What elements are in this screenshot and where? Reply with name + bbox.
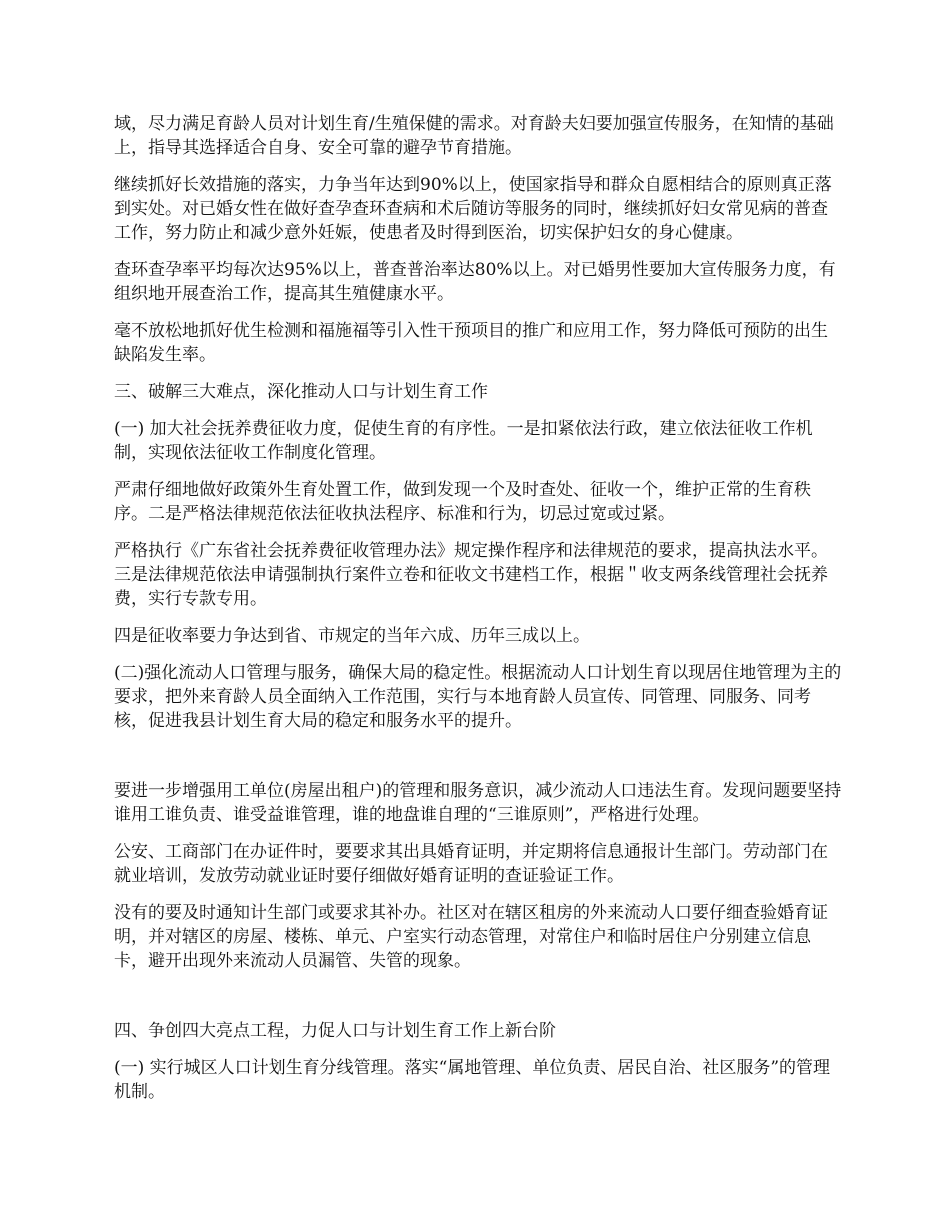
paragraph: 严格执行《广东省社会抚养费征收管理办法》规定操作程序和法律规范的要求，提高执法水平。三是法律规范依法申请强制执行案件立卷和征收文书建档工作，根据＂收支两条线管理社会抚养费，实行专款专用。 <box>114 541 828 609</box>
paragraph: 公安、工商部门在办证件时，要要求其出具婚育证明，并定期将信息通报计生部门。劳动部门在就业培训，发放劳动就业证时要仔细做好婚育证明的查证验证工作。 <box>114 842 828 886</box>
paragraph: 严肃仔细地做好政策外生育处置工作，做到发现一个及时查处、征收一个，维护正常的生育秩序。二是严格法律规范依法征收执法程序、标准和行为，切忌过宽或过紧。 <box>114 480 811 524</box>
document-body <box>114 112 844 1117</box>
paragraph: 要进一步增强用工单位(房屋出租户)的管理和服务意识，减少流动人口违法生育。发现问题要坚持谁用工谁负责、谁受益谁管理，谁的地盘谁自理的“三谁原则”，严格进行处理。 <box>114 781 842 825</box>
paragraph: 毫不放松地抓好优生检测和福施福等引入性干预项目的推广和应用工作，努力降低可预防的出生缺陷发生率。 <box>114 321 828 365</box>
paragraph: 四是征收率要力争达到省、市规定的当年六成、历年三成以上。 <box>114 626 590 646</box>
section-heading: 四、争创四大亮点工程，力促人口与计划生育工作上新台阶 <box>114 1021 556 1041</box>
paragraph: (一) 加大社会抚养费征收力度，促使生育的有序性。一是扣紧依法行政，建立依法征收工作机制，实现依法征收工作制度化管理。 <box>114 419 813 463</box>
paragraph: 没有的要及时通知计生部门或要求其补办。社区对在辖区租房的外来流动人口要仔细查验婚育证明，并对辖区的房屋、楼栋、单元、户室实行动态管理，对常住户和临时居住户分别建立信息卡，避开出现外来流动人员漏管、失管的现象。 <box>114 903 828 971</box>
section-heading: 三、破解三大难点，深化推动人口与计划生育工作 <box>114 382 488 402</box>
paragraph: (二)强化流动人口管理与服务，确保大局的稳定性。根据流动人口计划生育以现居住地管理为主的要求，把外来育龄人员全面纳入工作范围，实行与本地育龄人员宣传、同管理、同服务、同考核，促进我县计划生育大局的稳定和服务水平的提升。 <box>114 663 842 731</box>
paragraph: (一) 实行城区人口计划生育分线管理。落实“属地管理、单位负责、居民自治、社区服务”的管理机制。 <box>114 1058 831 1102</box>
paragraph: 继续抓好长效措施的落实，力争当年达到90%以上，使国家指导和群众自愿相结合的原则真正落到实处。对已婚女性在做好查孕查环查病和术后随访等服务的同时，继续抓好妇女常见病的普查工作，努力防止和减少意外妊娠，使患者及时得到医治，切实保护妇女的身心健康。 <box>114 175 832 243</box>
paragraph: 域，尽力满足育龄人员对计划生育/生殖保健的需求。对育龄夫妇要加强宣传服务，在知情的基础上，指导其选择适合自身、安全可靠的避孕节育措施。 <box>114 114 834 158</box>
paragraph: 查环查孕率平均每次达95%以上，普查普治率达80%以上。对已婚男性要加大宣传服务力度，有组织地开展查治工作，提高其生殖健康水平。 <box>114 260 836 304</box>
